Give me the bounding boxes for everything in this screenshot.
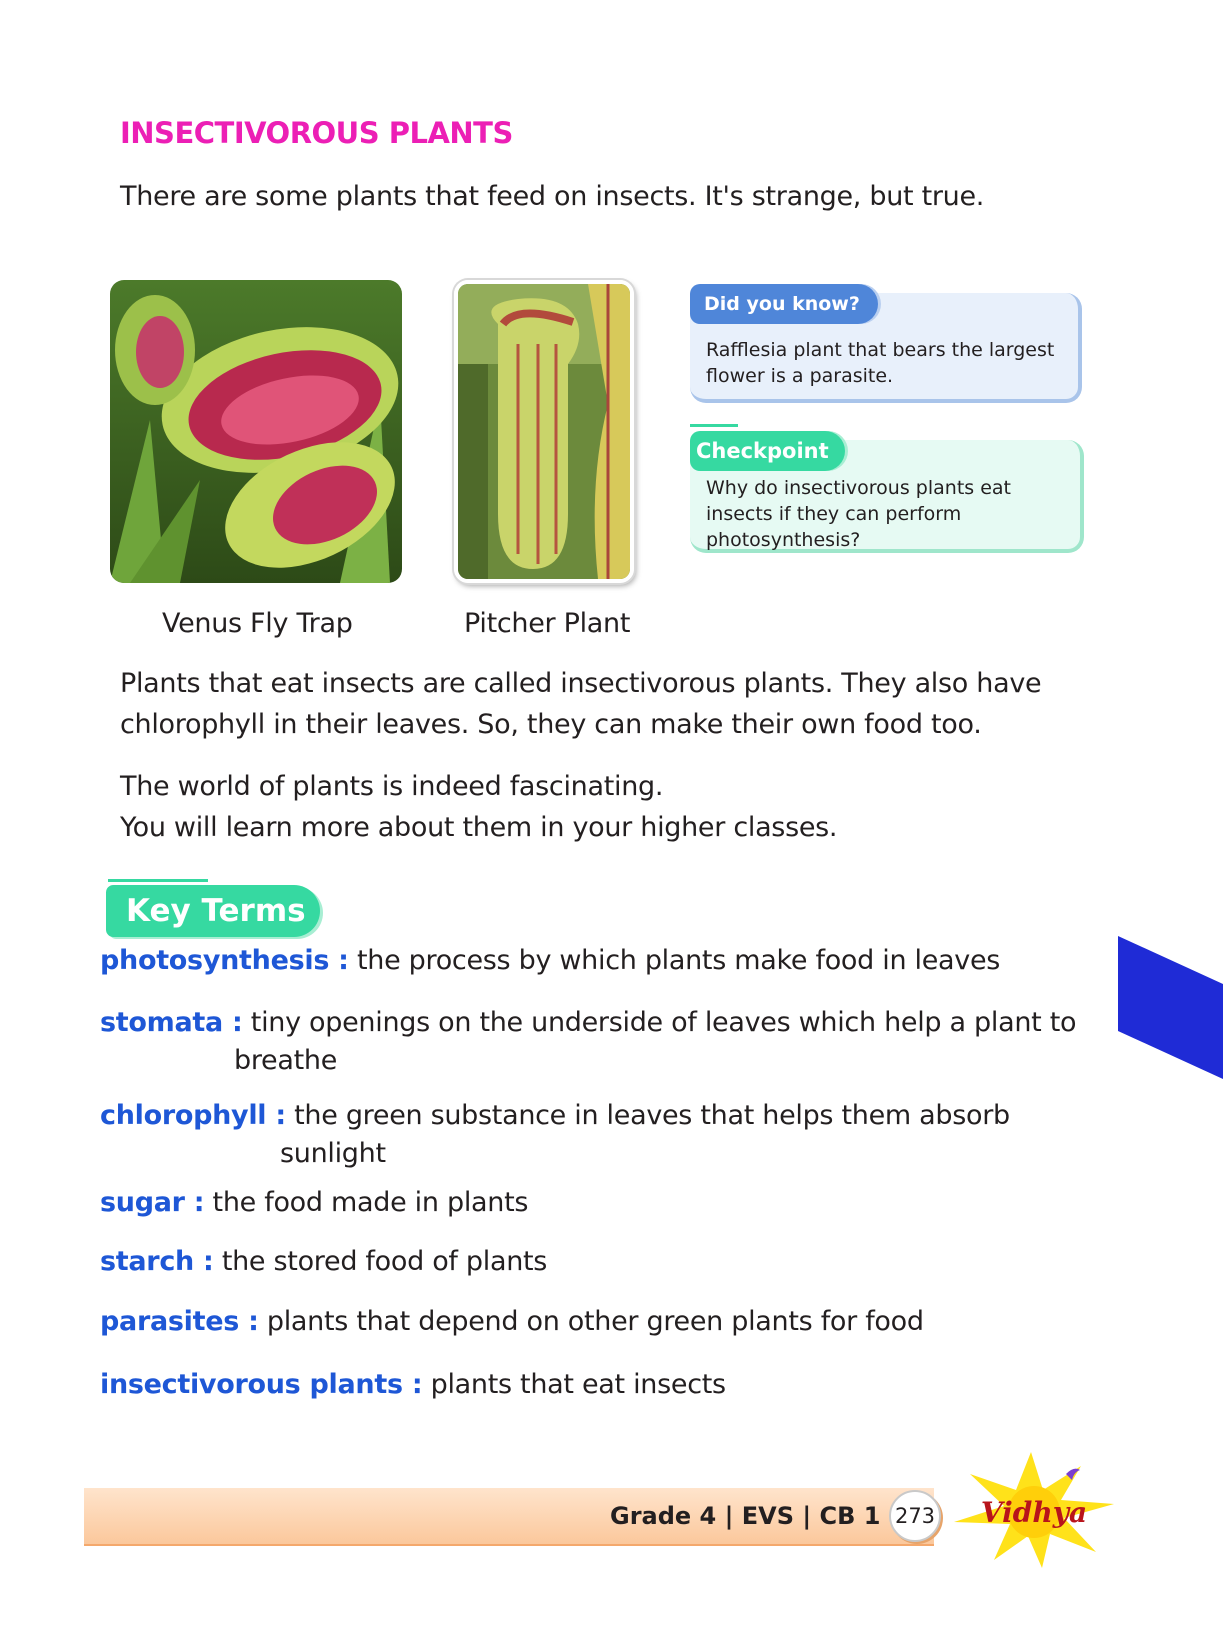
key-term-word: chlorophyll : [100, 1100, 286, 1131]
paragraph-fascinating [120, 766, 1120, 848]
paragraph-line: chlorophyll in their leaves. So, they can make their own food too. [120, 709, 982, 740]
key-term-item [100, 1366, 726, 1404]
paragraph-line: The world of plants is indeed fascinating. [120, 771, 664, 802]
key-term-item [100, 1184, 528, 1222]
did-you-know-text: Rafflesia plant that bears the largest flower is a parasite. [706, 339, 1055, 387]
key-term-word: insectivorous plants : [100, 1369, 423, 1400]
venus-fly-trap-image [110, 280, 402, 583]
svg-text:Vidhya: Vidhya [980, 1496, 1088, 1529]
key-term-item [100, 1004, 1076, 1080]
key-terms-label: Key Terms [106, 885, 320, 937]
key-term-definition: plants that eat insects [422, 1369, 726, 1400]
key-term-item [100, 1303, 924, 1341]
paragraph-insectivorous [120, 663, 1120, 745]
key-term-item [100, 1097, 1010, 1173]
key-term-definition: the food made in plants [204, 1187, 529, 1218]
key-term-continuation: breathe [234, 1045, 338, 1076]
footer-text: Grade 4 | EVS | CB 1 [610, 1502, 881, 1530]
key-term-definition: tiny openings on the underside of leaves which help a plant to [242, 1007, 1077, 1038]
key-term-word: starch : [100, 1246, 214, 1277]
checkpoint-label: Checkpoint [690, 431, 845, 471]
page-number: 273 [889, 1490, 941, 1542]
key-term-word: parasites : [100, 1306, 259, 1337]
paragraph-line: You will learn more about them in your higher classes. [120, 812, 838, 843]
key-terms-accent-line [108, 879, 208, 882]
pitcher-plant-image [454, 280, 634, 583]
key-term-definition: plants that depend on other green plants for food [258, 1306, 924, 1337]
venus-fly-trap-caption: Venus Fly Trap [162, 608, 353, 639]
page-heading: INSECTIVOROUS PLANTS [120, 116, 513, 150]
chapter-side-tab [1118, 936, 1223, 1079]
intro-text: There are some plants that feed on insects. It's strange, but true. [120, 181, 985, 212]
key-term-word: sugar : [100, 1187, 205, 1218]
key-term-definition: the process by which plants make food in leaves [348, 945, 1001, 976]
checkpoint-accent-line [690, 424, 738, 427]
checkpoint-text: Why do insectivorous plants eat insects if they can perform photosynthesis? [706, 477, 1011, 551]
key-term-definition: the green substance in leaves that helps them absorb [285, 1100, 1010, 1131]
paragraph-line: Plants that eat insects are called insectivorous plants. They also have [120, 668, 1042, 699]
key-term-item [100, 942, 1000, 980]
key-term-word: photosynthesis : [100, 945, 349, 976]
key-term-word: stomata : [100, 1007, 243, 1038]
vidhya-logo [946, 1452, 1116, 1568]
did-you-know-label: Did you know? [690, 284, 878, 324]
key-term-continuation: sunlight [280, 1138, 386, 1169]
pitcher-plant-caption: Pitcher Plant [464, 608, 631, 639]
key-term-definition: the stored food of plants [213, 1246, 548, 1277]
key-term-item [100, 1243, 547, 1281]
